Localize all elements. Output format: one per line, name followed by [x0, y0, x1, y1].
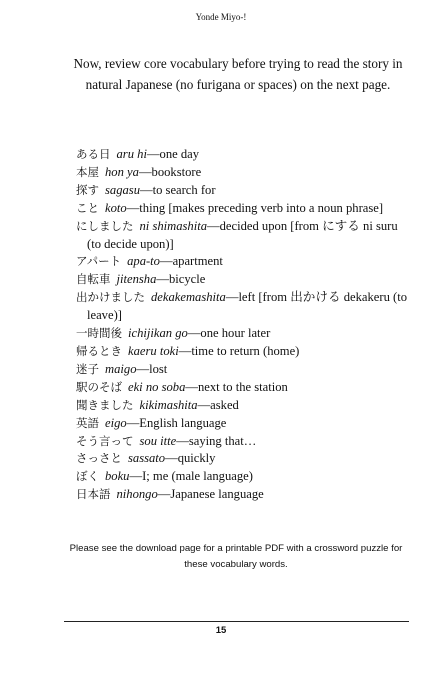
vocab-definition: —one day [146, 147, 200, 161]
vocab-definition: —quickly [165, 451, 216, 466]
vocab-romaji: hon ya [105, 164, 139, 179]
vocab-entry [76, 433, 414, 451]
vocab-romaji: eki no soba [128, 379, 186, 394]
vocab-japanese: 本屋 [76, 164, 99, 179]
vocab-romaji: koto [105, 200, 127, 215]
vocab-definition: —left [from 出かける dekakeru (to leave)] [87, 290, 408, 323]
vocab-romaji: eigo [105, 415, 127, 430]
vocab-definition: —next to the station [185, 379, 288, 394]
vocab-entry [76, 218, 414, 254]
vocab-japanese: 自転車 [76, 272, 111, 287]
vocab-romaji: boku [105, 469, 130, 484]
vocab-japanese: 迷子 [76, 361, 99, 376]
vocab-entry [76, 164, 414, 182]
vocab-definition: —I; me (male language) [129, 469, 253, 484]
vocab-romaji: sagasu [105, 182, 140, 197]
vocab-definition: —decided upon [from にする ni suru (to decide upon)] [87, 218, 398, 251]
vocab-entry [76, 450, 414, 468]
vocab-entry [76, 397, 414, 415]
vocab-japanese: 日本語 [76, 487, 111, 502]
vocab-entry [76, 361, 414, 379]
vocab-definition: —saying that… [176, 433, 257, 448]
vocab-definition: —Japanese language [157, 487, 264, 502]
vocab-entry [76, 182, 414, 200]
vocab-entry [76, 379, 414, 397]
vocabulary-list [76, 146, 414, 504]
vocab-entry [76, 343, 414, 361]
vocab-romaji: aru hi [116, 147, 147, 161]
page-number: 15 [215, 625, 227, 636]
vocab-entry [76, 146, 414, 164]
vocab-definition: —one hour later [187, 326, 271, 341]
vocab-definition: —English language [126, 415, 227, 430]
vocab-entry [76, 200, 414, 218]
vocab-japanese: 英語 [76, 415, 99, 430]
vocab-entry [76, 468, 414, 486]
vocab-romaji: dekakemashita [151, 290, 226, 305]
intro-paragraph: Now, review core vocabulary before trying to read the story in natural Japanese (no furigana or spaces) on the next page. [73, 56, 403, 92]
vocab-romaji: ichijikan go [128, 326, 188, 341]
vocab-definition: —bookstore [138, 164, 202, 179]
vocab-japanese: こと [76, 200, 99, 215]
vocab-definition: —to search for [140, 182, 216, 197]
vocab-japanese: さっさと [76, 451, 122, 466]
vocab-definition: —time to return (home) [178, 343, 300, 358]
running-header: Yonde Miyo-! [195, 12, 247, 22]
vocab-definition: —bicycle [156, 272, 206, 287]
vocab-entry [76, 415, 414, 433]
vocab-romaji: nihongo [116, 487, 158, 502]
vocab-definition: —asked [197, 397, 239, 412]
vocab-japanese: ぼく [76, 469, 99, 484]
vocab-japanese: 聞きました [76, 397, 134, 412]
vocab-definition: —lost [136, 361, 168, 376]
vocab-definition: —apartment [159, 254, 223, 269]
vocab-romaji: jitensha [116, 272, 157, 287]
vocab-romaji: kaeru toki [128, 343, 179, 358]
vocab-romaji: ni shimashita [139, 218, 208, 233]
vocab-romaji: kikimashita [139, 397, 198, 412]
download-footnote: Please see the download page for a printable PDF with a crossword puzzle for these vocabulary words. [69, 543, 403, 570]
vocab-entry [76, 486, 414, 504]
vocab-entry [76, 253, 414, 271]
vocab-entry [76, 271, 414, 289]
vocab-japanese: 出かけました [76, 290, 145, 305]
vocab-romaji: sou itte [139, 433, 177, 448]
vocab-japanese: 駅のそば [76, 379, 122, 394]
vocab-japanese: アパート [76, 254, 122, 269]
vocab-entry [76, 289, 414, 325]
vocab-japanese: そう言って [76, 433, 134, 448]
vocab-romaji: sassato [128, 451, 166, 466]
vocab-definition: —thing [makes preceding verb into a noun phrase] [126, 200, 384, 215]
footer-rule [64, 621, 409, 622]
vocab-japanese: ある日 [76, 147, 111, 161]
vocab-romaji: apa-to [127, 254, 160, 269]
vocab-japanese: 帰るとき [76, 343, 122, 358]
vocab-japanese: にしました [76, 218, 134, 233]
vocab-japanese: 探す [76, 182, 99, 197]
vocab-entry [76, 325, 414, 343]
vocab-romaji: maigo [105, 361, 137, 376]
vocab-japanese: 一時間後 [76, 326, 122, 341]
